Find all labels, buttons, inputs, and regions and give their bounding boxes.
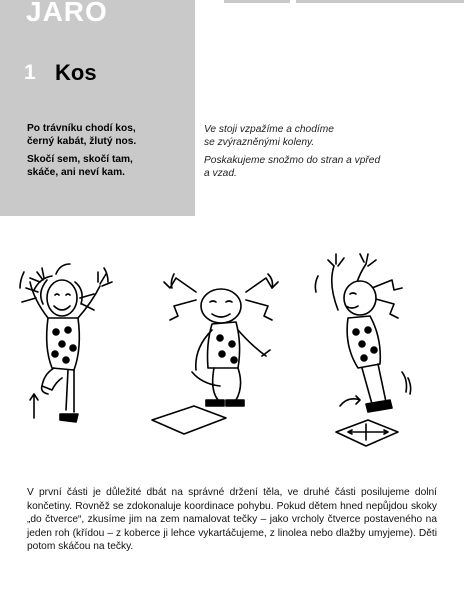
song-title: Kos <box>55 60 97 85</box>
figure-jumping <box>152 274 278 434</box>
lyrics-verse-2: Skočí sem, skočí tam, skáče, ani neví kam. <box>27 154 133 178</box>
header-panel <box>0 0 195 216</box>
top-rule-right <box>296 0 464 3</box>
figure-marching <box>20 264 112 422</box>
body-paragraph: V první části je důležité dbát na správné držení těla, ve druhé části posilujeme dolní končetiny. Rovněž se zdokonaluje koordinace pohybu. Pokud dětem hned nepůjdou skoky „do čtverce“, zkusíme jim na zem namalovat tečky – jako vrcholy čtverce postaveného na jeden roh (křídou – z koberce ji lehce vykartáčujeme, z linolea nebo dlažby umyjeme). Děti potom skáčou na tečky. <box>27 487 437 553</box>
instruction-1: Ve stoji vzpažíme a chodíme se zvýrazněnými koleny. <box>204 124 334 148</box>
exercise-illustration <box>0 240 464 455</box>
top-rule-left <box>224 0 290 3</box>
figure-stretching <box>315 254 410 446</box>
season-heading: JARO <box>26 0 108 27</box>
lyrics-verse-1: Po trávníku chodí kos, černý kabát, žlutý nos. <box>27 123 137 147</box>
instruction-2: Poskakujeme snožmo do stran a vpřed a vzad. <box>204 155 381 179</box>
song-number: 1 <box>24 61 36 84</box>
